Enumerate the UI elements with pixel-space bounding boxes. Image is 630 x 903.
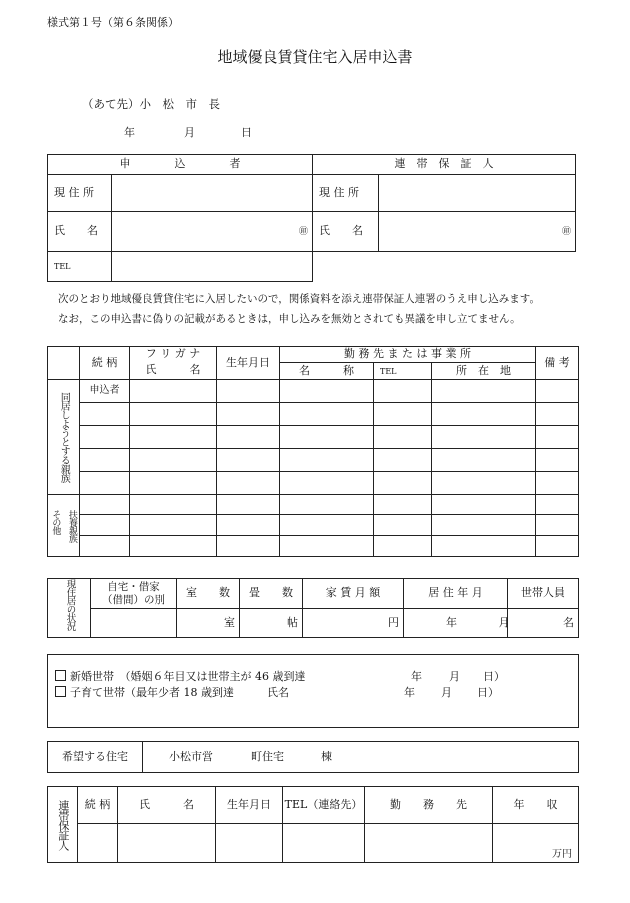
family-cell[interactable] — [432, 426, 536, 449]
childrearing-label: 子育て世帯（最年少者 18 歳到達 氏名 — [70, 686, 289, 699]
workplace-header: 勤 務 先 ま た は 事 業 所 — [280, 347, 536, 363]
guarantor-name-field[interactable] — [379, 212, 576, 252]
family-cell[interactable] — [217, 426, 280, 449]
family-cell[interactable] — [130, 515, 217, 536]
family-cell[interactable] — [130, 536, 217, 557]
desired-housing-box — [47, 741, 579, 773]
name-header: 氏 名 — [130, 363, 217, 380]
workplace-name-header: 名 称 — [280, 363, 374, 380]
applicant-row-label: 申込者 — [80, 380, 130, 403]
other-dependents-label: その他 扶養親族 — [48, 495, 80, 557]
family-cell[interactable] — [217, 515, 280, 536]
guarantor-header: 連 帯 保 証 人 — [313, 155, 576, 175]
family-cell[interactable] — [217, 449, 280, 472]
family-cell[interactable] — [80, 403, 130, 426]
family-table — [47, 346, 579, 557]
applicant-header: 申 込 者 — [48, 155, 313, 175]
residence-period-field[interactable]: 年 月 — [404, 609, 508, 638]
guarantor-tel-header: TEL（連絡先） — [283, 787, 365, 824]
family-cell[interactable] — [432, 449, 536, 472]
family-cell[interactable] — [80, 426, 130, 449]
workplace-address-header: 所 在 地 — [432, 363, 536, 380]
household-size-header: 世帯人員 — [508, 579, 579, 609]
childrearing-checkbox[interactable] — [55, 686, 66, 697]
family-cell[interactable] — [217, 380, 280, 403]
family-cell[interactable] — [280, 495, 374, 515]
guarantor-birthdate-field[interactable] — [216, 824, 283, 863]
family-cell[interactable] — [130, 472, 217, 495]
birthdate-header: 生年月日 — [217, 347, 280, 380]
family-cell[interactable] — [80, 472, 130, 495]
guarantor-income-field[interactable]: 万円 — [493, 824, 579, 863]
family-cell[interactable] — [280, 403, 374, 426]
rent-header: 家 賃 月 額 — [303, 579, 404, 609]
seal-mark: ㊞ — [298, 227, 308, 238]
applicant-tel-label: TEL — [48, 252, 112, 282]
family-cell[interactable] — [536, 380, 579, 403]
guarantor-name-header: 氏 名 — [118, 787, 216, 824]
family-cell[interactable] — [280, 426, 374, 449]
guarantor-table — [47, 786, 579, 863]
family-cell[interactable] — [130, 380, 217, 403]
family-cell[interactable] — [280, 472, 374, 495]
seal-mark: ㊞ — [561, 227, 571, 238]
own-or-rent-header: 自宅・借家 （借間）の別 — [91, 579, 177, 609]
desired-city: 小松市営 — [169, 750, 213, 763]
guarantor-side-label: 連帯保証人 — [48, 787, 78, 863]
family-cell[interactable] — [217, 536, 280, 557]
applicant-address-label: 現 住 所 — [48, 175, 112, 212]
family-cell[interactable] — [432, 380, 536, 403]
family-cell[interactable] — [280, 449, 374, 472]
guarantor-workplace-header: 勤 務 先 — [365, 787, 493, 824]
guarantor-birthdate-header: 生年月日 — [216, 787, 283, 824]
page-title: 地域優良賃貸住宅入居申込書 — [217, 48, 413, 66]
applicant-table — [47, 154, 576, 282]
family-cell[interactable] — [536, 449, 579, 472]
family-cell[interactable] — [217, 495, 280, 515]
rooms-header: 室 数 — [177, 579, 240, 609]
guarantor-name-field[interactable] — [118, 824, 216, 863]
family-cell[interactable] — [374, 426, 432, 449]
guarantor-income-header: 年 収 — [493, 787, 579, 824]
family-cell[interactable] — [374, 515, 432, 536]
desired-building: 棟 — [321, 750, 332, 763]
household-type-box: 新婚世帯 （婚姻６年目又は世帯主が 46 歳到達 年 月 日） 子育て世帯（最年少者 18 歳到達 氏名 年 月 日） — [47, 654, 579, 728]
guarantor-relation-field[interactable] — [78, 824, 118, 863]
newlywed-label: 新婚世帯 （婚姻６年目又は世帯主が 46 歳到達 — [70, 670, 306, 683]
family-cell[interactable] — [280, 536, 374, 557]
family-cell[interactable] — [432, 472, 536, 495]
family-cell[interactable] — [374, 403, 432, 426]
guarantor-address-field[interactable] — [379, 175, 576, 212]
family-cell[interactable] — [536, 403, 579, 426]
family-cell[interactable] — [374, 536, 432, 557]
family-cell[interactable] — [374, 472, 432, 495]
guarantor-name-label: 氏 名 — [313, 212, 379, 252]
family-cell[interactable] — [536, 495, 579, 515]
family-cell[interactable] — [280, 515, 374, 536]
remarks-header: 備 考 — [536, 347, 579, 380]
own-or-rent-field[interactable] — [91, 609, 177, 638]
family-cell[interactable] — [80, 449, 130, 472]
residence-period-header: 居 住 年 月 — [404, 579, 508, 609]
family-cell[interactable] — [217, 403, 280, 426]
applicant-name-field[interactable] — [112, 212, 313, 252]
family-cell[interactable] — [374, 449, 432, 472]
family-cell[interactable] — [374, 495, 432, 515]
family-cell[interactable] — [80, 536, 130, 557]
furigana-header: フ リ ガ ナ — [130, 347, 217, 363]
family-cell[interactable] — [432, 515, 536, 536]
family-cell[interactable] — [130, 426, 217, 449]
family-cell[interactable] — [280, 380, 374, 403]
childrearing-option[interactable] — [55, 684, 289, 700]
rent-field[interactable]: 円 — [303, 609, 404, 638]
cohabiting-relatives-label: 同居しようとする親族 — [48, 380, 80, 495]
family-cell[interactable] — [130, 449, 217, 472]
newlywed-checkbox[interactable] — [55, 670, 66, 681]
desired-housing-label: 希望する住宅 — [48, 742, 143, 772]
family-cell[interactable] — [536, 472, 579, 495]
tatami-header: 畳 数 — [240, 579, 303, 609]
current-housing-label: 現住居の状況 — [48, 579, 91, 638]
family-cell[interactable] — [432, 403, 536, 426]
guarantor-workplace-field[interactable] — [365, 824, 493, 863]
relation-header: 続 柄 — [80, 347, 130, 380]
declaration-line-2: なお，この申込書に偽りの記載があるときは，申し込みを無効とされても異議を申し立てません。 — [58, 313, 521, 325]
guarantor-address-label: 現 住 所 — [313, 175, 379, 212]
family-cell[interactable] — [130, 403, 217, 426]
applicant-name-label: 氏 名 — [48, 212, 112, 252]
family-cell[interactable] — [536, 515, 579, 536]
desired-town: 町住宅 — [251, 750, 284, 763]
date-day: 日 — [241, 126, 252, 139]
tatami-field[interactable]: 帖 — [240, 609, 303, 638]
newlywed-option[interactable] — [55, 668, 306, 684]
family-cell[interactable] — [536, 426, 579, 449]
family-cell[interactable] — [217, 472, 280, 495]
rooms-field[interactable]: 室 — [177, 609, 240, 638]
guarantor-relation-header: 続 柄 — [78, 787, 118, 824]
family-cell[interactable] — [80, 515, 130, 536]
workplace-tel-header: TEL — [374, 363, 432, 380]
housing-table — [47, 578, 579, 638]
family-cell[interactable] — [80, 495, 130, 515]
date-year: 年 — [124, 126, 135, 139]
guarantor-tel-field[interactable] — [283, 824, 365, 863]
family-cell[interactable] — [432, 536, 536, 557]
addressee: （あて先）小 松 市 長 — [82, 97, 220, 111]
family-cell[interactable] — [432, 495, 536, 515]
family-cell[interactable] — [374, 380, 432, 403]
family-cell[interactable] — [536, 536, 579, 557]
household-size-field[interactable]: 名 — [508, 609, 579, 638]
declaration-line-1: 次のとおり地域優良賃貸住宅に入居したいので，関係資料を添え連帯保証人連署のうえ申し込みます。 — [58, 293, 540, 305]
applicant-tel-field[interactable] — [112, 252, 313, 282]
form-code: 様式第１号（第６条関係） — [47, 16, 179, 29]
date-month: 月 — [184, 126, 195, 139]
applicant-address-field[interactable] — [112, 175, 313, 212]
family-cell[interactable] — [130, 495, 217, 515]
